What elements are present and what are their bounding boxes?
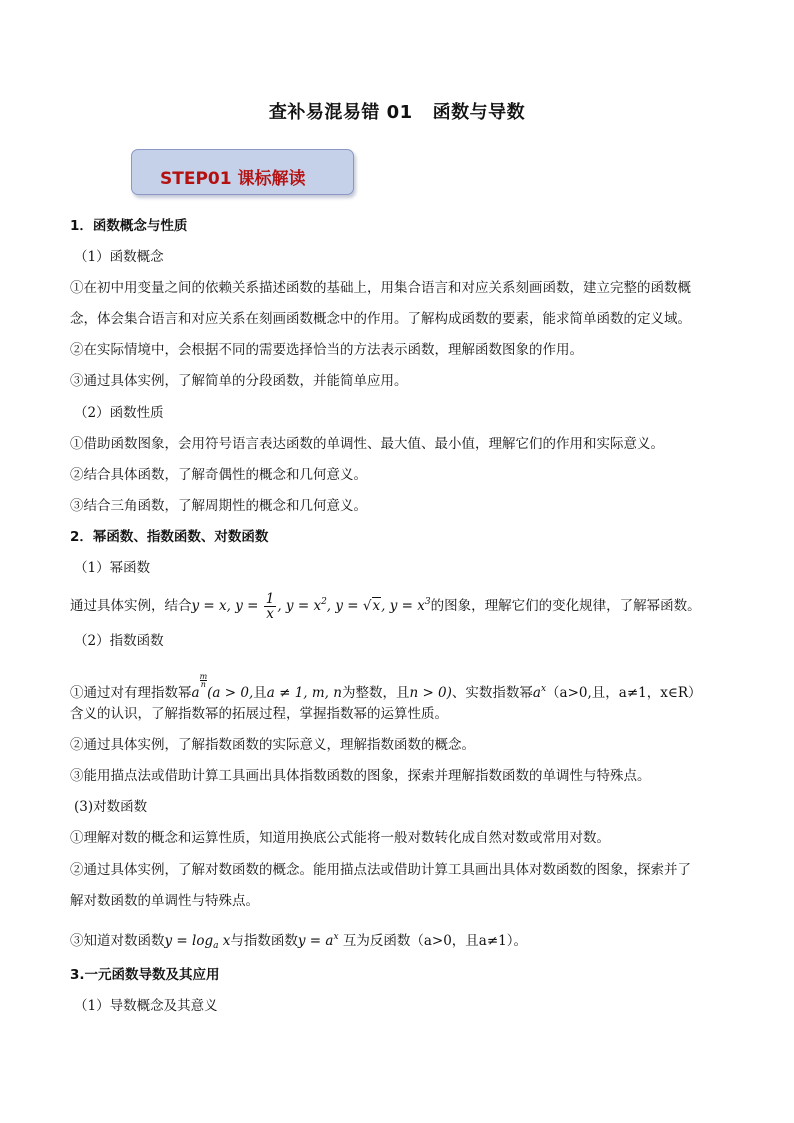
paragraph-2-7-pre: ③知道对数函数 (70, 933, 165, 949)
paragraph-2-6a: ②通过具体实例，了解对数函数的概念。能用描点法或借助计算工具画出具体对数函数的图象，探索并了 (70, 862, 691, 878)
log-function-formula: $y = \log_a x$ (164, 933, 231, 951)
section-heading-3: 3.一元函数导数及其应用 (70, 967, 220, 983)
paragraph-2-2-tail: （a>0,且，a≠1，x∈R） (546, 685, 702, 701)
paragraph-1-2: ②在实际情境中，会根据不同的需要选择恰当的方法表示函数，理解函数图象的作用。 (70, 342, 583, 358)
sqrt-icon: √ (362, 598, 372, 614)
section-heading-1: 1．函数概念与性质 (70, 218, 188, 234)
exp-function-formula: $y = a^x$ (297, 932, 339, 949)
paragraph-2-1 (70, 592, 730, 621)
subheading-2-3: (3)对数函数 (74, 799, 148, 815)
paragraph-2-5: ①理解对数的概念和运算性质，知道用换底公式能将一般对数转化成自然对数或常用对数。 (70, 830, 610, 846)
paragraph-2-6b: 解对数函数的单调性与特殊点。 (70, 893, 259, 909)
power-functions-formula: y = x, y = $\frac{1}{x}$ , $y = x^2$, y = √x, $y = x^3$ (191, 591, 431, 622)
paragraph-1-1b: 念，体会集合语言和对应关系在刻画函数概念中的作用。了解构成函数的要素，能求简单函数的定义域。 (70, 311, 691, 327)
paragraph-2-2: ①通过对有理指数幂a $\frac{m}{n}(a > 0$,且a ≠ 1, m, n为整数，且n > 0)、实数指数幂$a^x(a>0$,且，a≠1，x∈R） (70, 672, 702, 701)
exponent-m-over-n: $\frac{m}{n}$ (199, 672, 208, 689)
paragraph-1-3: ③通过具体实例，了解简单的分段函数，并能简单应用。 (70, 373, 408, 389)
paragraph-1-6: ③结合三角函数，了解周期性的概念和几何意义。 (70, 498, 367, 514)
page-title-part1: 查补易混易错 01 (268, 102, 413, 123)
paragraph-2-1-post: 的图象，理解它们的变化规律，了解幂函数。 (430, 598, 701, 614)
paragraph-2-2-pre: ①通过对有理指数幂 (70, 685, 192, 701)
paragraph-2-1-pre: 通过具体实例，结合 (70, 598, 192, 614)
paragraph-2-3: ②通过具体实例，了解指数函数的实际意义，理解指数函数的概念。 (70, 737, 475, 753)
subheading-2-1: （1）幂函数 (74, 560, 151, 576)
fraction-one-over-x: $\frac{1}{x}$ (265, 591, 275, 622)
subheading-1-1: （1）函数概念 (74, 249, 164, 265)
paragraph-1-5: ②结合具体函数，了解奇偶性的概念和几何意义。 (70, 467, 367, 483)
paragraph-1-4: ①借助函数图象，会用符号语言表达函数的单调性、最大值、最小值，理解它们的作用和实际意义。 (70, 436, 664, 452)
paragraph-2-7 (70, 928, 730, 955)
paragraph-2-7-post: 互为反函数（a>0，且a≠1）。 (342, 933, 527, 949)
paragraph-2-2b: 含义的认识，了解指数幂的拓展过程，掌握指数幂的运算性质。 (70, 706, 448, 722)
paragraph-2-7-mid: 与指数函数 (230, 933, 298, 949)
subheading-1-2: （2）函数性质 (74, 405, 164, 421)
page-title-part2: 函数与导数 (432, 102, 526, 123)
section-heading-2: 2．幂函数、指数函数、对数函数 (70, 529, 269, 545)
subheading-3-1: （1）导数概念及其意义 (74, 998, 218, 1014)
step-label: STEP01 课标解读 (160, 169, 306, 189)
page-title (0, 98, 794, 124)
rational-exponent-formula: a $\frac{m}{n}(a > 0$, (191, 672, 254, 701)
paragraph-2-4: ③能用描点法或借助计算工具画出具体指数函数的图象，探索并理解指数函数的单调性与特殊点。 (70, 768, 651, 784)
paragraph-1-1a: ①在初中用变量之间的依赖关系描述函数的基础上，用集合语言和对应关系刻画函数，建立完整的函数概 (70, 280, 691, 296)
subheading-2-2: （2）指数函数 (74, 633, 164, 649)
paragraph-2-2-mid: 、实数指数幂 (451, 685, 533, 701)
